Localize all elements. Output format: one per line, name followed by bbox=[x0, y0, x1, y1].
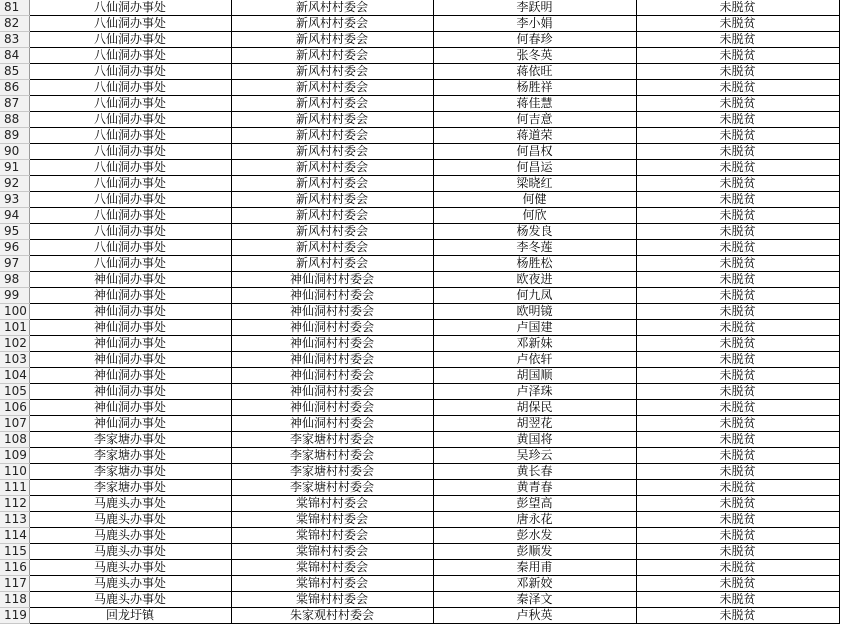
table-row bbox=[0, 64, 839, 80]
status-cell[interactable]: 未脱贫 bbox=[636, 352, 839, 368]
committee-cell[interactable]: 新风村村委会 bbox=[231, 240, 433, 256]
office-cell[interactable]: 马鹿头办事处 bbox=[29, 512, 231, 528]
office-cell[interactable]: 马鹿头办事处 bbox=[29, 496, 231, 512]
table-row bbox=[0, 576, 839, 592]
office-cell[interactable]: 神仙洞办事处 bbox=[29, 272, 231, 288]
person-name-cell[interactable]: 李冬莲 bbox=[433, 240, 636, 256]
status-cell[interactable]: 未脱贫 bbox=[636, 528, 839, 544]
status-cell[interactable]: 未脱贫 bbox=[636, 256, 839, 272]
status-cell[interactable]: 未脱贫 bbox=[636, 272, 839, 288]
row-number[interactable]: 83 bbox=[0, 32, 29, 48]
row-number[interactable]: 100 bbox=[0, 304, 29, 320]
table-row bbox=[0, 560, 839, 576]
person-name-cell[interactable]: 胡保民 bbox=[433, 400, 636, 416]
table-row bbox=[0, 176, 839, 192]
row-number[interactable]: 85 bbox=[0, 64, 29, 80]
table-row bbox=[0, 448, 839, 464]
person-name-cell[interactable]: 胡国顺 bbox=[433, 368, 636, 384]
office-cell[interactable]: 八仙洞办事处 bbox=[29, 64, 231, 80]
person-name-cell[interactable]: 彭顺发 bbox=[433, 544, 636, 560]
status-cell[interactable]: 未脱贫 bbox=[636, 160, 839, 176]
committee-cell[interactable]: 新风村村委会 bbox=[231, 16, 433, 32]
row-number[interactable]: 97 bbox=[0, 256, 29, 272]
table-row bbox=[0, 512, 839, 528]
row-number[interactable]: 89 bbox=[0, 128, 29, 144]
status-cell[interactable]: 未脱贫 bbox=[636, 0, 839, 16]
committee-cell[interactable]: 棠锦村村委会 bbox=[231, 560, 433, 576]
table-row bbox=[0, 352, 839, 368]
office-cell[interactable]: 八仙洞办事处 bbox=[29, 160, 231, 176]
committee-cell[interactable]: 神仙洞村村委会 bbox=[231, 272, 433, 288]
committee-cell[interactable]: 朱家观村村委会 bbox=[231, 608, 433, 624]
office-cell[interactable]: 八仙洞办事处 bbox=[29, 0, 231, 16]
row-number[interactable]: 109 bbox=[0, 448, 29, 464]
row-number[interactable]: 110 bbox=[0, 464, 29, 480]
table-row bbox=[0, 592, 839, 608]
person-name-cell[interactable]: 邓新妹 bbox=[433, 336, 636, 352]
table-row bbox=[0, 96, 839, 112]
row-number[interactable]: 117 bbox=[0, 576, 29, 592]
office-cell[interactable]: 神仙洞办事处 bbox=[29, 352, 231, 368]
table-row bbox=[0, 16, 839, 32]
committee-cell[interactable]: 新风村村委会 bbox=[231, 144, 433, 160]
committee-cell[interactable]: 新风村村委会 bbox=[231, 256, 433, 272]
status-cell[interactable]: 未脱贫 bbox=[636, 304, 839, 320]
office-cell[interactable]: 神仙洞办事处 bbox=[29, 304, 231, 320]
row-number[interactable]: 111 bbox=[0, 480, 29, 496]
person-name-cell[interactable]: 秦泽文 bbox=[433, 592, 636, 608]
committee-cell[interactable]: 新风村村委会 bbox=[231, 80, 433, 96]
status-cell[interactable]: 未脱贫 bbox=[636, 128, 839, 144]
status-cell[interactable]: 未脱贫 bbox=[636, 16, 839, 32]
table-row bbox=[0, 384, 839, 400]
person-name-cell[interactable]: 欧夜进 bbox=[433, 272, 636, 288]
person-name-cell[interactable]: 胡翌花 bbox=[433, 416, 636, 432]
table-row bbox=[0, 128, 839, 144]
committee-cell[interactable]: 李家塘村村委会 bbox=[231, 432, 433, 448]
committee-cell[interactable]: 神仙洞村村委会 bbox=[231, 352, 433, 368]
committee-cell[interactable]: 棠锦村村委会 bbox=[231, 576, 433, 592]
committee-cell[interactable]: 新风村村委会 bbox=[231, 192, 433, 208]
office-cell[interactable]: 神仙洞办事处 bbox=[29, 416, 231, 432]
status-cell[interactable]: 未脱贫 bbox=[636, 96, 839, 112]
person-name-cell[interactable]: 何九凤 bbox=[433, 288, 636, 304]
person-name-cell[interactable]: 何春珍 bbox=[433, 32, 636, 48]
person-name-cell[interactable]: 李小娟 bbox=[433, 16, 636, 32]
status-cell[interactable]: 未脱贫 bbox=[636, 288, 839, 304]
table-row bbox=[0, 416, 839, 432]
table-row bbox=[0, 368, 839, 384]
row-number[interactable]: 93 bbox=[0, 192, 29, 208]
committee-cell[interactable]: 新风村村委会 bbox=[231, 32, 433, 48]
person-name-cell[interactable]: 唐永花 bbox=[433, 512, 636, 528]
office-cell[interactable]: 八仙洞办事处 bbox=[29, 112, 231, 128]
status-cell[interactable]: 未脱贫 bbox=[636, 32, 839, 48]
office-cell[interactable]: 八仙洞办事处 bbox=[29, 32, 231, 48]
office-cell[interactable]: 八仙洞办事处 bbox=[29, 192, 231, 208]
person-name-cell[interactable]: 杨发良 bbox=[433, 224, 636, 240]
table-row bbox=[0, 0, 839, 16]
row-number[interactable]: 86 bbox=[0, 80, 29, 96]
table-row bbox=[0, 160, 839, 176]
table-row bbox=[0, 336, 839, 352]
office-cell[interactable]: 马鹿头办事处 bbox=[29, 576, 231, 592]
office-cell[interactable]: 李家塘办事处 bbox=[29, 464, 231, 480]
office-cell[interactable]: 李家塘办事处 bbox=[29, 480, 231, 496]
table-row bbox=[0, 544, 839, 560]
status-cell[interactable]: 未脱贫 bbox=[636, 608, 839, 624]
row-number[interactable]: 112 bbox=[0, 496, 29, 512]
table-row bbox=[0, 192, 839, 208]
status-cell[interactable]: 未脱贫 bbox=[636, 592, 839, 608]
row-number[interactable]: 102 bbox=[0, 336, 29, 352]
committee-cell[interactable]: 李家塘村村委会 bbox=[231, 480, 433, 496]
row-number[interactable]: 113 bbox=[0, 512, 29, 528]
office-cell[interactable]: 八仙洞办事处 bbox=[29, 240, 231, 256]
row-number[interactable]: 101 bbox=[0, 320, 29, 336]
committee-cell[interactable]: 李家塘村村委会 bbox=[231, 448, 433, 464]
status-cell[interactable]: 未脱贫 bbox=[636, 48, 839, 64]
committee-cell[interactable]: 神仙洞村村委会 bbox=[231, 288, 433, 304]
person-name-cell[interactable]: 李跃明 bbox=[433, 0, 636, 16]
office-cell[interactable]: 神仙洞办事处 bbox=[29, 288, 231, 304]
row-number[interactable]: 96 bbox=[0, 240, 29, 256]
office-cell[interactable]: 八仙洞办事处 bbox=[29, 144, 231, 160]
office-cell[interactable]: 回龙圩镇 bbox=[29, 608, 231, 624]
committee-cell[interactable]: 新风村村委会 bbox=[231, 0, 433, 16]
row-number[interactable]: 98 bbox=[0, 272, 29, 288]
person-name-cell[interactable]: 何昌运 bbox=[433, 160, 636, 176]
office-cell[interactable]: 神仙洞办事处 bbox=[29, 368, 231, 384]
row-number[interactable]: 88 bbox=[0, 112, 29, 128]
status-cell[interactable]: 未脱贫 bbox=[636, 144, 839, 160]
office-cell[interactable]: 八仙洞办事处 bbox=[29, 128, 231, 144]
status-cell[interactable]: 未脱贫 bbox=[636, 576, 839, 592]
committee-cell[interactable]: 棠锦村村委会 bbox=[231, 528, 433, 544]
committee-cell[interactable]: 棠锦村村委会 bbox=[231, 544, 433, 560]
person-name-cell[interactable]: 彭水发 bbox=[433, 528, 636, 544]
status-cell[interactable]: 未脱贫 bbox=[636, 544, 839, 560]
office-cell[interactable]: 神仙洞办事处 bbox=[29, 320, 231, 336]
row-number[interactable]: 84 bbox=[0, 48, 29, 64]
status-cell[interactable]: 未脱贫 bbox=[636, 384, 839, 400]
committee-cell[interactable]: 新风村村委会 bbox=[231, 112, 433, 128]
row-number[interactable]: 87 bbox=[0, 96, 29, 112]
person-name-cell[interactable]: 何欣 bbox=[433, 208, 636, 224]
person-name-cell[interactable]: 梁晓红 bbox=[433, 176, 636, 192]
table-row bbox=[0, 400, 839, 416]
row-number[interactable]: 81 bbox=[0, 0, 29, 16]
committee-cell[interactable]: 新风村村委会 bbox=[231, 224, 433, 240]
table-row bbox=[0, 432, 839, 448]
row-number[interactable]: 119 bbox=[0, 608, 29, 624]
table-row bbox=[0, 288, 839, 304]
person-name-cell[interactable]: 蒋佳慧 bbox=[433, 96, 636, 112]
status-cell[interactable]: 未脱贫 bbox=[636, 336, 839, 352]
committee-cell[interactable]: 新风村村委会 bbox=[231, 160, 433, 176]
person-name-cell[interactable]: 黄青春 bbox=[433, 480, 636, 496]
person-name-cell[interactable]: 杨胜松 bbox=[433, 256, 636, 272]
row-number[interactable]: 107 bbox=[0, 416, 29, 432]
person-name-cell[interactable]: 张冬英 bbox=[433, 48, 636, 64]
row-number[interactable]: 99 bbox=[0, 288, 29, 304]
table-row bbox=[0, 320, 839, 336]
table-row bbox=[0, 144, 839, 160]
person-name-cell[interactable]: 彭望高 bbox=[433, 496, 636, 512]
status-cell[interactable]: 未脱贫 bbox=[636, 112, 839, 128]
person-name-cell[interactable]: 蒋依旺 bbox=[433, 64, 636, 80]
office-cell[interactable]: 李家塘办事处 bbox=[29, 432, 231, 448]
table-row bbox=[0, 304, 839, 320]
person-name-cell[interactable]: 黄国将 bbox=[433, 432, 636, 448]
status-cell[interactable]: 未脱贫 bbox=[636, 448, 839, 464]
row-number[interactable]: 103 bbox=[0, 352, 29, 368]
row-number[interactable]: 94 bbox=[0, 208, 29, 224]
committee-cell[interactable]: 新风村村委会 bbox=[231, 48, 433, 64]
status-cell[interactable]: 未脱贫 bbox=[636, 496, 839, 512]
office-cell[interactable]: 马鹿头办事处 bbox=[29, 528, 231, 544]
row-number[interactable]: 116 bbox=[0, 560, 29, 576]
person-name-cell[interactable]: 何昌权 bbox=[433, 144, 636, 160]
committee-cell[interactable]: 新风村村委会 bbox=[231, 176, 433, 192]
row-number[interactable]: 104 bbox=[0, 368, 29, 384]
table-row bbox=[0, 208, 839, 224]
table-row bbox=[0, 32, 839, 48]
status-cell[interactable]: 未脱贫 bbox=[636, 464, 839, 480]
table-row bbox=[0, 256, 839, 272]
table-row bbox=[0, 112, 839, 128]
person-name-cell[interactable]: 秦用甫 bbox=[433, 560, 636, 576]
status-cell[interactable]: 未脱贫 bbox=[636, 480, 839, 496]
status-cell[interactable]: 未脱贫 bbox=[636, 64, 839, 80]
office-cell[interactable]: 马鹿头办事处 bbox=[29, 560, 231, 576]
status-cell[interactable]: 未脱贫 bbox=[636, 320, 839, 336]
person-name-cell[interactable]: 卢秋英 bbox=[433, 608, 636, 624]
committee-cell[interactable]: 棠锦村村委会 bbox=[231, 592, 433, 608]
office-cell[interactable]: 李家塘办事处 bbox=[29, 448, 231, 464]
table-row bbox=[0, 272, 839, 288]
status-cell[interactable]: 未脱贫 bbox=[636, 192, 839, 208]
office-cell[interactable]: 八仙洞办事处 bbox=[29, 176, 231, 192]
person-name-cell[interactable]: 蒋道荣 bbox=[433, 128, 636, 144]
row-number[interactable]: 82 bbox=[0, 16, 29, 32]
office-cell[interactable]: 八仙洞办事处 bbox=[29, 96, 231, 112]
committee-cell[interactable]: 神仙洞村村委会 bbox=[231, 336, 433, 352]
committee-cell[interactable]: 神仙洞村村委会 bbox=[231, 368, 433, 384]
person-name-cell[interactable]: 黄长春 bbox=[433, 464, 636, 480]
person-name-cell[interactable]: 卢依轩 bbox=[433, 352, 636, 368]
status-cell[interactable]: 未脱贫 bbox=[636, 432, 839, 448]
office-cell[interactable]: 八仙洞办事处 bbox=[29, 16, 231, 32]
status-cell[interactable]: 未脱贫 bbox=[636, 368, 839, 384]
person-name-cell[interactable]: 邓新姣 bbox=[433, 576, 636, 592]
table-row bbox=[0, 240, 839, 256]
status-cell[interactable]: 未脱贫 bbox=[636, 208, 839, 224]
committee-cell[interactable]: 新风村村委会 bbox=[231, 208, 433, 224]
row-number[interactable]: 90 bbox=[0, 144, 29, 160]
office-cell[interactable]: 八仙洞办事处 bbox=[29, 256, 231, 272]
committee-cell[interactable]: 棠锦村村委会 bbox=[231, 496, 433, 512]
office-cell[interactable]: 八仙洞办事处 bbox=[29, 48, 231, 64]
status-cell[interactable]: 未脱贫 bbox=[636, 80, 839, 96]
committee-cell[interactable]: 神仙洞村村委会 bbox=[231, 400, 433, 416]
table-row bbox=[0, 48, 839, 64]
status-cell[interactable]: 未脱贫 bbox=[636, 512, 839, 528]
committee-cell[interactable]: 神仙洞村村委会 bbox=[231, 320, 433, 336]
status-cell[interactable]: 未脱贫 bbox=[636, 176, 839, 192]
committee-cell[interactable]: 新风村村委会 bbox=[231, 96, 433, 112]
table-row bbox=[0, 224, 839, 240]
row-number[interactable]: 115 bbox=[0, 544, 29, 560]
person-name-cell[interactable]: 何健 bbox=[433, 192, 636, 208]
committee-cell[interactable]: 神仙洞村村委会 bbox=[231, 416, 433, 432]
committee-cell[interactable]: 新风村村委会 bbox=[231, 128, 433, 144]
office-cell[interactable]: 神仙洞办事处 bbox=[29, 400, 231, 416]
person-name-cell[interactable]: 卢泽珠 bbox=[433, 384, 636, 400]
row-number[interactable]: 114 bbox=[0, 528, 29, 544]
status-cell[interactable]: 未脱贫 bbox=[636, 240, 839, 256]
committee-cell[interactable]: 神仙洞村村委会 bbox=[231, 304, 433, 320]
status-cell[interactable]: 未脱贫 bbox=[636, 400, 839, 416]
office-cell[interactable]: 八仙洞办事处 bbox=[29, 224, 231, 240]
office-cell[interactable]: 八仙洞办事处 bbox=[29, 80, 231, 96]
table-row bbox=[0, 528, 839, 544]
row-number[interactable]: 108 bbox=[0, 432, 29, 448]
person-name-cell[interactable]: 吴珍云 bbox=[433, 448, 636, 464]
row-number[interactable]: 95 bbox=[0, 224, 29, 240]
status-cell[interactable]: 未脱贫 bbox=[636, 224, 839, 240]
office-cell[interactable]: 马鹿头办事处 bbox=[29, 544, 231, 560]
row-number[interactable]: 106 bbox=[0, 400, 29, 416]
status-cell[interactable]: 未脱贫 bbox=[636, 416, 839, 432]
person-name-cell[interactable]: 何吉意 bbox=[433, 112, 636, 128]
table-row bbox=[0, 496, 839, 512]
committee-cell[interactable]: 李家塘村村委会 bbox=[231, 464, 433, 480]
row-number[interactable]: 118 bbox=[0, 592, 29, 608]
office-cell[interactable]: 马鹿头办事处 bbox=[29, 592, 231, 608]
row-number[interactable]: 91 bbox=[0, 160, 29, 176]
status-cell[interactable]: 未脱贫 bbox=[636, 560, 839, 576]
committee-cell[interactable]: 新风村村委会 bbox=[231, 64, 433, 80]
row-number[interactable]: 105 bbox=[0, 384, 29, 400]
table-row bbox=[0, 80, 839, 96]
person-name-cell[interactable]: 卢国建 bbox=[433, 320, 636, 336]
office-cell[interactable]: 神仙洞办事处 bbox=[29, 336, 231, 352]
office-cell[interactable]: 神仙洞办事处 bbox=[29, 384, 231, 400]
office-cell[interactable]: 八仙洞办事处 bbox=[29, 208, 231, 224]
committee-cell[interactable]: 神仙洞村村委会 bbox=[231, 384, 433, 400]
table-row bbox=[0, 608, 839, 624]
committee-cell[interactable]: 棠锦村村委会 bbox=[231, 512, 433, 528]
table-row bbox=[0, 464, 839, 480]
person-name-cell[interactable]: 杨胜祥 bbox=[433, 80, 636, 96]
person-name-cell[interactable]: 欧明镜 bbox=[433, 304, 636, 320]
table-row bbox=[0, 480, 839, 496]
row-number[interactable]: 92 bbox=[0, 176, 29, 192]
